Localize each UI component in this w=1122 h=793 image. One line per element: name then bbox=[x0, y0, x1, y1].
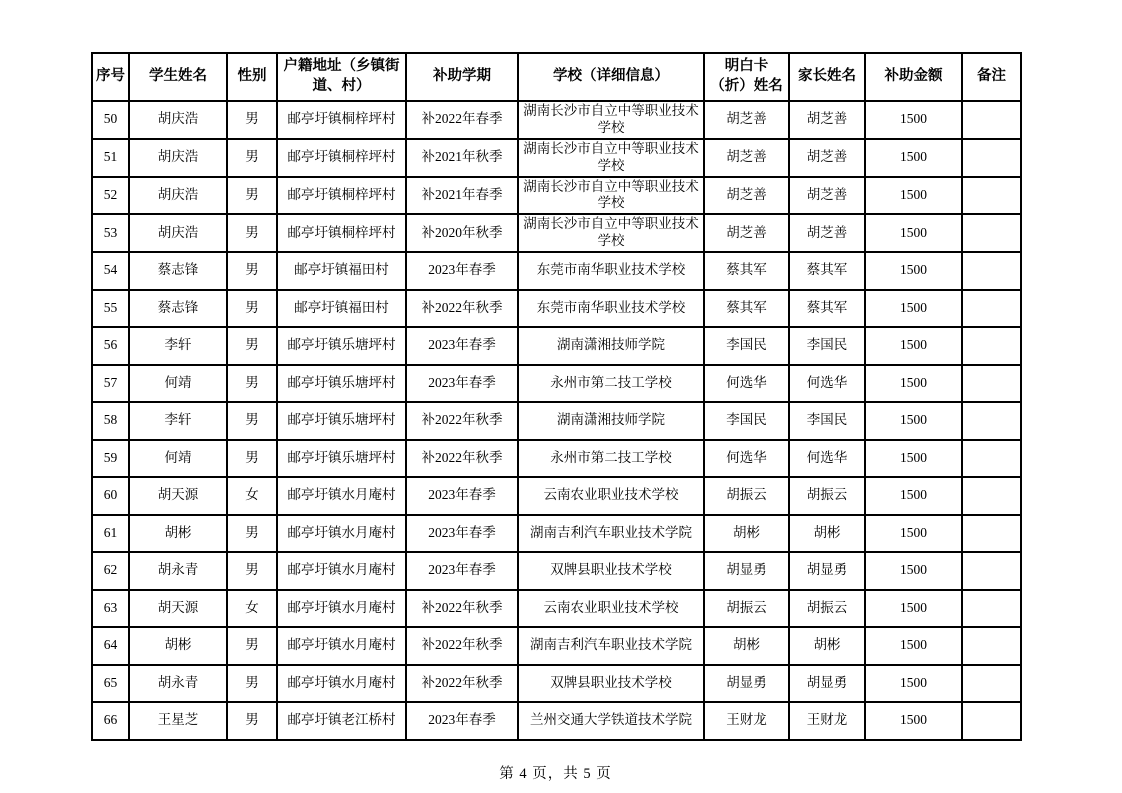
cell-seq: 59 bbox=[92, 440, 129, 478]
cell-seq: 57 bbox=[92, 365, 129, 403]
cell-name: 胡天源 bbox=[129, 477, 227, 515]
cell-name: 何靖 bbox=[129, 365, 227, 403]
cell-seq: 63 bbox=[92, 590, 129, 628]
cell-semester: 补2022年秋季 bbox=[406, 590, 518, 628]
cell-remark bbox=[962, 515, 1021, 553]
cell-address: 邮亭圩镇乐塘坪村 bbox=[277, 365, 406, 403]
cell-address: 邮亭圩镇老江桥村 bbox=[277, 702, 406, 740]
cell-parent: 胡彬 bbox=[789, 515, 865, 553]
cell-semester: 补2022年春季 bbox=[406, 101, 518, 139]
cell-address: 邮亭圩镇乐塘坪村 bbox=[277, 402, 406, 440]
cell-card: 蔡其军 bbox=[704, 290, 789, 328]
table-row bbox=[92, 327, 1021, 365]
cell-semester: 补2022年秋季 bbox=[406, 290, 518, 328]
cell-remark bbox=[962, 440, 1021, 478]
cell-name: 胡庆浩 bbox=[129, 177, 227, 215]
cell-name: 蔡志锋 bbox=[129, 252, 227, 290]
table-body bbox=[92, 101, 1021, 740]
page-number-footer: 第 4 页，共 5 页 bbox=[499, 766, 612, 782]
cell-name: 胡永青 bbox=[129, 552, 227, 590]
cell-amount: 1500 bbox=[865, 477, 962, 515]
cell-name: 李轩 bbox=[129, 402, 227, 440]
cell-parent: 胡芝善 bbox=[789, 214, 865, 252]
cell-gender: 男 bbox=[227, 290, 277, 328]
cell-address: 邮亭圩镇桐梓坪村 bbox=[277, 214, 406, 252]
table-row bbox=[92, 101, 1021, 139]
cell-address: 邮亭圩镇桐梓坪村 bbox=[277, 101, 406, 139]
cell-parent: 胡显勇 bbox=[789, 552, 865, 590]
cell-address: 邮亭圩镇水月庵村 bbox=[277, 477, 406, 515]
cell-parent: 胡彬 bbox=[789, 627, 865, 665]
cell-remark bbox=[962, 552, 1021, 590]
cell-address: 邮亭圩镇乐塘坪村 bbox=[277, 327, 406, 365]
cell-card: 蔡其军 bbox=[704, 252, 789, 290]
cell-address: 邮亭圩镇水月庵村 bbox=[277, 627, 406, 665]
cell-parent: 胡芝善 bbox=[789, 101, 865, 139]
cell-amount: 1500 bbox=[865, 101, 962, 139]
cell-gender: 女 bbox=[227, 477, 277, 515]
cell-school: 湖南潇湘技师学院 bbox=[518, 402, 704, 440]
cell-gender: 男 bbox=[227, 327, 277, 365]
cell-card: 李国民 bbox=[704, 402, 789, 440]
column-header-gender: 性别 bbox=[227, 53, 277, 101]
cell-school: 湖南长沙市自立中等职业技术学校 bbox=[518, 139, 704, 177]
cell-parent: 王财龙 bbox=[789, 702, 865, 740]
cell-address: 邮亭圩镇水月庵村 bbox=[277, 590, 406, 628]
cell-parent: 胡振云 bbox=[789, 590, 865, 628]
cell-school: 湖南长沙市自立中等职业技术学校 bbox=[518, 177, 704, 215]
column-header-school: 学校（详细信息） bbox=[518, 53, 704, 101]
column-header-card: 明白卡（折）姓名 bbox=[704, 53, 789, 101]
cell-parent: 何选华 bbox=[789, 365, 865, 403]
cell-address: 邮亭圩镇福田村 bbox=[277, 252, 406, 290]
cell-card: 胡彬 bbox=[704, 627, 789, 665]
cell-card: 胡芝善 bbox=[704, 214, 789, 252]
table-row bbox=[92, 665, 1021, 703]
cell-remark bbox=[962, 402, 1021, 440]
table-row bbox=[92, 627, 1021, 665]
cell-parent: 何选华 bbox=[789, 440, 865, 478]
cell-gender: 女 bbox=[227, 590, 277, 628]
cell-seq: 54 bbox=[92, 252, 129, 290]
cell-semester: 补2020年秋季 bbox=[406, 214, 518, 252]
cell-seq: 51 bbox=[92, 139, 129, 177]
cell-address: 邮亭圩镇水月庵村 bbox=[277, 665, 406, 703]
cell-remark bbox=[962, 139, 1021, 177]
table-row bbox=[92, 440, 1021, 478]
cell-remark bbox=[962, 101, 1021, 139]
cell-amount: 1500 bbox=[865, 290, 962, 328]
cell-name: 胡彬 bbox=[129, 515, 227, 553]
cell-name: 胡庆浩 bbox=[129, 101, 227, 139]
cell-address: 邮亭圩镇乐塘坪村 bbox=[277, 440, 406, 478]
cell-amount: 1500 bbox=[865, 327, 962, 365]
cell-address: 邮亭圩镇桐梓坪村 bbox=[277, 139, 406, 177]
cell-gender: 男 bbox=[227, 214, 277, 252]
cell-gender: 男 bbox=[227, 440, 277, 478]
cell-name: 胡庆浩 bbox=[129, 139, 227, 177]
cell-address: 邮亭圩镇福田村 bbox=[277, 290, 406, 328]
cell-card: 何选华 bbox=[704, 440, 789, 478]
cell-remark bbox=[962, 252, 1021, 290]
cell-parent: 胡显勇 bbox=[789, 665, 865, 703]
cell-amount: 1500 bbox=[865, 214, 962, 252]
column-header-name: 学生姓名 bbox=[129, 53, 227, 101]
cell-card: 胡彬 bbox=[704, 515, 789, 553]
table-row bbox=[92, 365, 1021, 403]
cell-remark bbox=[962, 365, 1021, 403]
cell-school: 湖南长沙市自立中等职业技术学校 bbox=[518, 214, 704, 252]
table-row bbox=[92, 477, 1021, 515]
table-row bbox=[92, 252, 1021, 290]
table-row bbox=[92, 290, 1021, 328]
cell-card: 胡振云 bbox=[704, 477, 789, 515]
cell-remark bbox=[962, 627, 1021, 665]
table-row bbox=[92, 402, 1021, 440]
cell-amount: 1500 bbox=[865, 665, 962, 703]
cell-school: 东莞市南华职业技术学校 bbox=[518, 252, 704, 290]
cell-parent: 李国民 bbox=[789, 327, 865, 365]
cell-gender: 男 bbox=[227, 552, 277, 590]
cell-card: 何选华 bbox=[704, 365, 789, 403]
table-row bbox=[92, 214, 1021, 252]
cell-name: 胡永青 bbox=[129, 665, 227, 703]
cell-semester: 补2021年春季 bbox=[406, 177, 518, 215]
cell-card: 胡芝善 bbox=[704, 177, 789, 215]
cell-card: 胡芝善 bbox=[704, 101, 789, 139]
cell-amount: 1500 bbox=[865, 365, 962, 403]
table-head bbox=[92, 53, 1021, 101]
cell-seq: 53 bbox=[92, 214, 129, 252]
cell-amount: 1500 bbox=[865, 627, 962, 665]
table-row bbox=[92, 177, 1021, 215]
cell-school: 兰州交通大学铁道技术学院 bbox=[518, 702, 704, 740]
table-row bbox=[92, 590, 1021, 628]
cell-semester: 2023年春季 bbox=[406, 327, 518, 365]
cell-seq: 58 bbox=[92, 402, 129, 440]
cell-school: 东莞市南华职业技术学校 bbox=[518, 290, 704, 328]
cell-seq: 52 bbox=[92, 177, 129, 215]
cell-school: 云南农业职业技术学校 bbox=[518, 590, 704, 628]
cell-amount: 1500 bbox=[865, 177, 962, 215]
cell-amount: 1500 bbox=[865, 139, 962, 177]
cell-amount: 1500 bbox=[865, 440, 962, 478]
cell-gender: 男 bbox=[227, 665, 277, 703]
cell-remark bbox=[962, 327, 1021, 365]
column-header-semester: 补助学期 bbox=[406, 53, 518, 101]
cell-remark bbox=[962, 214, 1021, 252]
cell-school: 湖南吉利汽车职业技术学院 bbox=[518, 515, 704, 553]
cell-parent: 胡芝善 bbox=[789, 177, 865, 215]
cell-card: 胡芝善 bbox=[704, 139, 789, 177]
cell-parent: 胡振云 bbox=[789, 477, 865, 515]
cell-name: 胡庆浩 bbox=[129, 214, 227, 252]
table-row bbox=[92, 552, 1021, 590]
cell-seq: 66 bbox=[92, 702, 129, 740]
cell-semester: 2023年春季 bbox=[406, 515, 518, 553]
cell-seq: 61 bbox=[92, 515, 129, 553]
cell-gender: 男 bbox=[227, 139, 277, 177]
cell-semester: 补2022年秋季 bbox=[406, 627, 518, 665]
cell-gender: 男 bbox=[227, 177, 277, 215]
cell-address: 邮亭圩镇桐梓坪村 bbox=[277, 177, 406, 215]
cell-seq: 65 bbox=[92, 665, 129, 703]
cell-gender: 男 bbox=[227, 702, 277, 740]
cell-seq: 64 bbox=[92, 627, 129, 665]
cell-amount: 1500 bbox=[865, 252, 962, 290]
cell-semester: 2023年春季 bbox=[406, 252, 518, 290]
cell-name: 胡彬 bbox=[129, 627, 227, 665]
cell-seq: 62 bbox=[92, 552, 129, 590]
cell-semester: 2023年春季 bbox=[406, 702, 518, 740]
column-header-remark: 备注 bbox=[962, 53, 1021, 101]
cell-amount: 1500 bbox=[865, 515, 962, 553]
cell-card: 胡显勇 bbox=[704, 665, 789, 703]
table-row bbox=[92, 702, 1021, 740]
header-row bbox=[92, 53, 1021, 101]
cell-school: 云南农业职业技术学校 bbox=[518, 477, 704, 515]
cell-school: 永州市第二技工学校 bbox=[518, 365, 704, 403]
cell-parent: 李国民 bbox=[789, 402, 865, 440]
cell-school: 湖南潇湘技师学院 bbox=[518, 327, 704, 365]
cell-gender: 男 bbox=[227, 402, 277, 440]
table-row bbox=[92, 139, 1021, 177]
cell-gender: 男 bbox=[227, 515, 277, 553]
cell-remark bbox=[962, 290, 1021, 328]
cell-address: 邮亭圩镇水月庵村 bbox=[277, 515, 406, 553]
cell-semester: 2023年春季 bbox=[406, 552, 518, 590]
cell-card: 胡显勇 bbox=[704, 552, 789, 590]
cell-name: 李轩 bbox=[129, 327, 227, 365]
cell-gender: 男 bbox=[227, 252, 277, 290]
cell-address: 邮亭圩镇水月庵村 bbox=[277, 552, 406, 590]
cell-school: 双牌县职业技术学校 bbox=[518, 552, 704, 590]
cell-remark bbox=[962, 477, 1021, 515]
cell-remark bbox=[962, 702, 1021, 740]
cell-parent: 蔡其军 bbox=[789, 290, 865, 328]
cell-seq: 55 bbox=[92, 290, 129, 328]
cell-remark bbox=[962, 665, 1021, 703]
cell-semester: 补2022年秋季 bbox=[406, 665, 518, 703]
cell-card: 王财龙 bbox=[704, 702, 789, 740]
column-header-seq: 序号 bbox=[92, 53, 129, 101]
cell-card: 胡振云 bbox=[704, 590, 789, 628]
cell-amount: 1500 bbox=[865, 702, 962, 740]
cell-seq: 60 bbox=[92, 477, 129, 515]
cell-remark bbox=[962, 177, 1021, 215]
cell-seq: 50 bbox=[92, 101, 129, 139]
cell-school: 双牌县职业技术学校 bbox=[518, 665, 704, 703]
cell-semester: 补2022年秋季 bbox=[406, 402, 518, 440]
cell-parent: 胡芝善 bbox=[789, 139, 865, 177]
cell-amount: 1500 bbox=[865, 552, 962, 590]
cell-remark bbox=[962, 590, 1021, 628]
cell-amount: 1500 bbox=[865, 590, 962, 628]
cell-name: 蔡志锋 bbox=[129, 290, 227, 328]
cell-semester: 补2021年秋季 bbox=[406, 139, 518, 177]
cell-gender: 男 bbox=[227, 365, 277, 403]
cell-semester: 补2022年秋季 bbox=[406, 440, 518, 478]
cell-semester: 2023年春季 bbox=[406, 365, 518, 403]
cell-name: 胡天源 bbox=[129, 590, 227, 628]
subsidy-table bbox=[91, 52, 1022, 741]
cell-school: 永州市第二技工学校 bbox=[518, 440, 704, 478]
cell-gender: 男 bbox=[227, 627, 277, 665]
cell-parent: 蔡其军 bbox=[789, 252, 865, 290]
column-header-address: 户籍地址（乡镇街道、村） bbox=[277, 53, 406, 101]
cell-name: 王星芝 bbox=[129, 702, 227, 740]
cell-amount: 1500 bbox=[865, 402, 962, 440]
cell-card: 李国民 bbox=[704, 327, 789, 365]
column-header-parent: 家长姓名 bbox=[789, 53, 865, 101]
cell-school: 湖南长沙市自立中等职业技术学校 bbox=[518, 101, 704, 139]
cell-school: 湖南吉利汽车职业技术学院 bbox=[518, 627, 704, 665]
column-header-amount: 补助金额 bbox=[865, 53, 962, 101]
table-row bbox=[92, 515, 1021, 553]
cell-gender: 男 bbox=[227, 101, 277, 139]
cell-name: 何靖 bbox=[129, 440, 227, 478]
cell-seq: 56 bbox=[92, 327, 129, 365]
cell-semester: 2023年春季 bbox=[406, 477, 518, 515]
